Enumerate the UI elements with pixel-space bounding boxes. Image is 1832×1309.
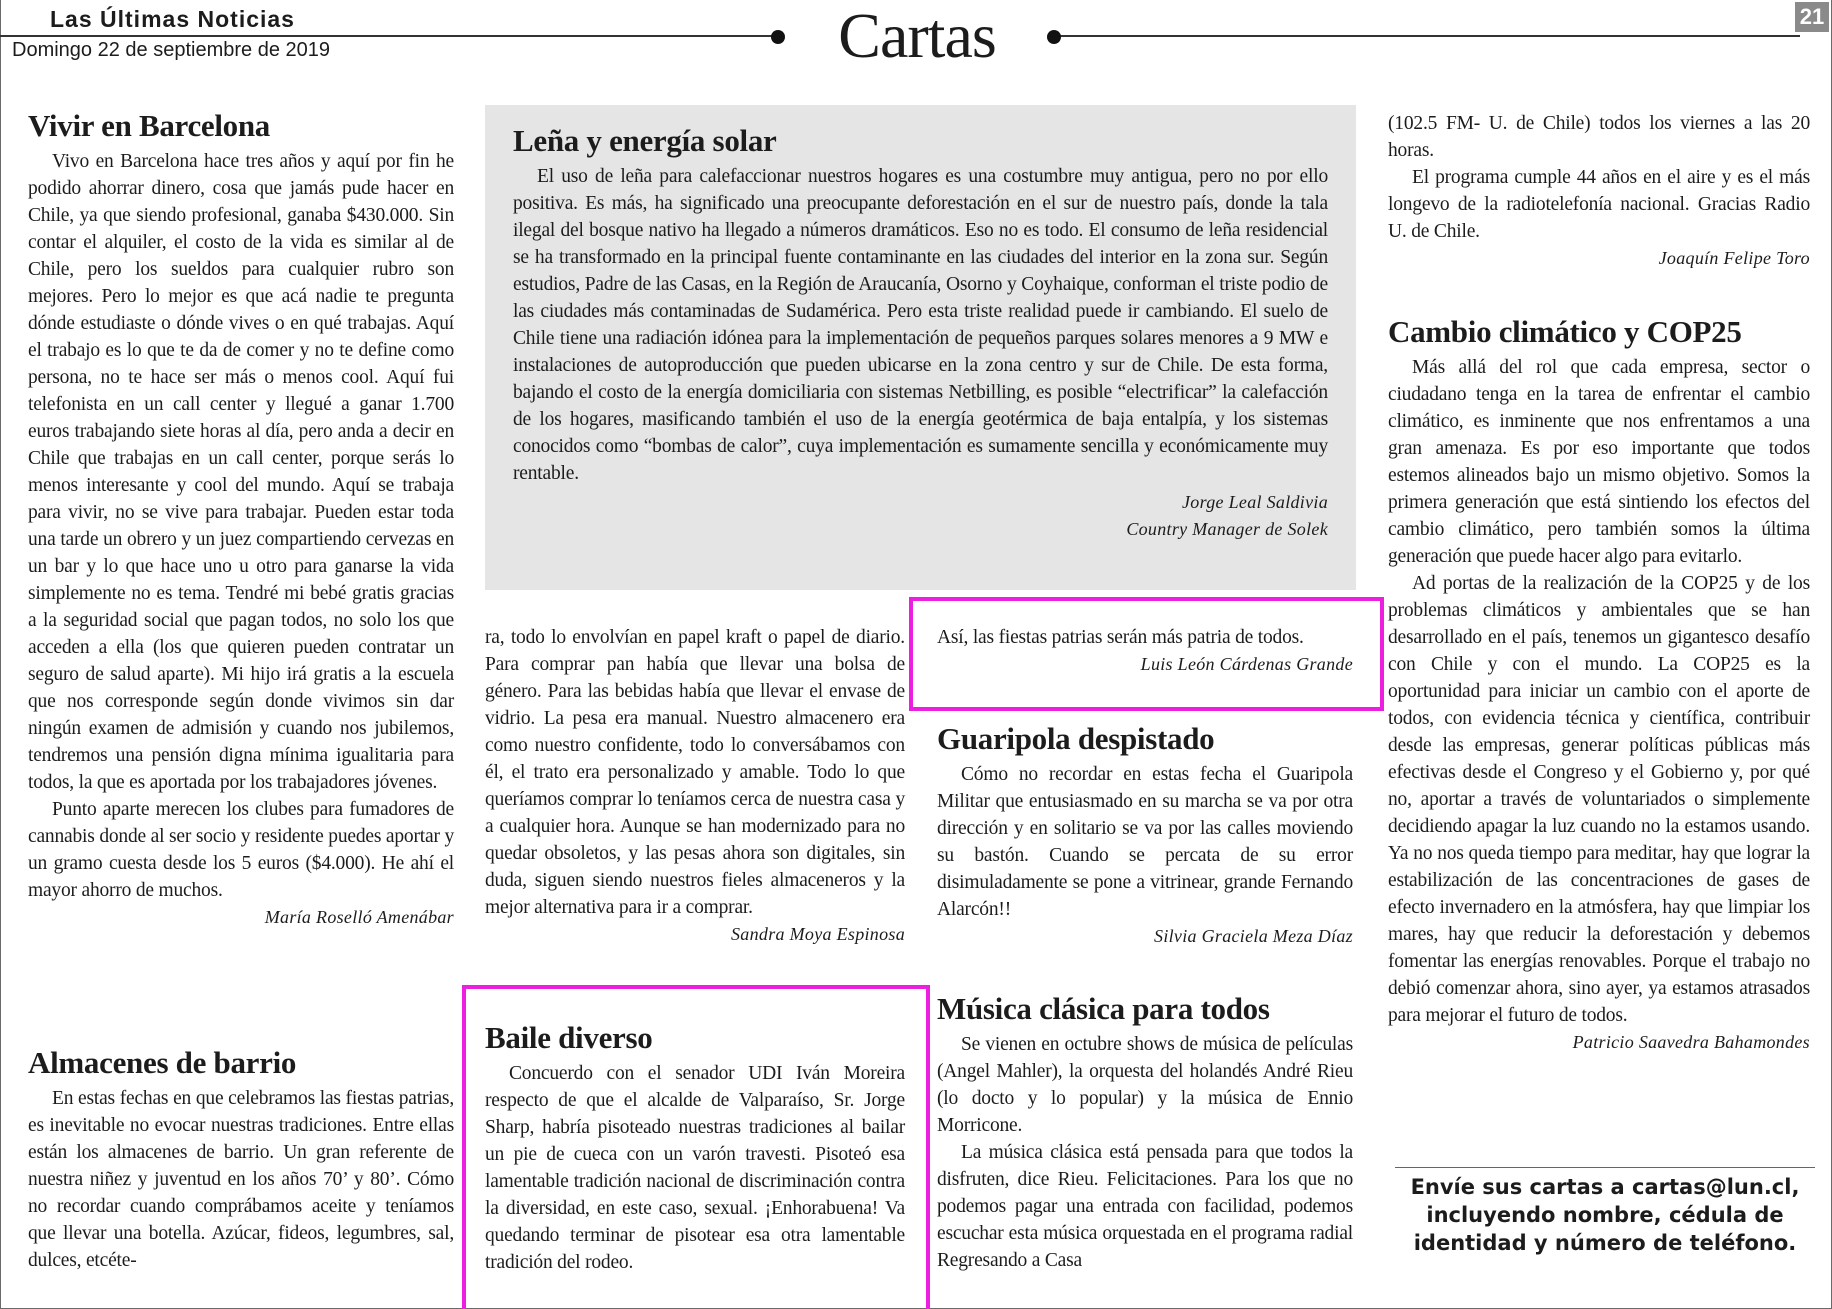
signature-lena: Jorge Leal Saldivia — [1181, 492, 1328, 512]
body-vivir — [28, 148, 454, 904]
paragraph: Así, las fiestas patrias serán más patria de todos. — [937, 627, 1304, 648]
letter-cambio — [1388, 314, 1810, 1056]
letter-almacenes-continued — [485, 624, 905, 948]
paragraph: El programa cumple 44 años en el aire y es el más longevo de la radiotelefonía nacional. Gracias Radio U. de Chile. — [1388, 167, 1810, 242]
body-cambio — [1388, 354, 1810, 1029]
issue-date: Domingo 22 de septiembre de 2019 — [12, 39, 330, 61]
letter-guaripola — [937, 721, 1353, 950]
letter-musica — [937, 991, 1353, 1274]
letter-fiestas-end — [937, 624, 1353, 678]
signature-vivir: María Roselló Amenábar — [264, 907, 454, 927]
section-title: Cartas — [838, 0, 996, 71]
cta-divider — [1395, 1167, 1815, 1168]
signature-cambio: Patricio Saavedra Bahamondes — [1572, 1032, 1810, 1052]
paragraph: (102.5 FM- U. de Chile) todos los viernes a las 20 horas. — [1388, 113, 1810, 161]
headline-baile: Baile diverso — [485, 1020, 653, 1055]
paragraph: ra, todo lo envolvían en papel kraft o papel de diario. Para comprar pan había que llevar una bolsa de género. Para las bebidas había que llevar el envase de vidrio. La pesa era manual. Nuestro almacenero era como nuestro confidente, todo lo conversábamos con él, el trato era personalizado y amable. Todo lo que queríamos comprar lo teníamos cerca de nuestra casa y a cualquier hora. Aunque se han modernizado para no quedar obsoletos, y las pesas ahora son digitales, sin duda, siguen siendo nuestros fieles almaceneros y la mejor alternativa para ir a comprar. — [485, 627, 905, 918]
paragraph: Vivo en Barcelona hace tres años y aquí por fin he podido ahorrar dinero, cosa que jamás pude hacer en Chile, ya que siendo profesional, ganaba $430.000. Sin contar el alquiler, el costo de la vida es similar al de Chile, pero los sueldos para cualquier rubro son mejores. Pero lo mejor es que acá nadie te pregunta dónde estudiaste o dónde vives o en qué trabajas. Aquí el trabajo es lo que te da de comer y no te define como persona, no te hace ser más o menos cool. Aquí fui telefonista en un call center y llegué a ganar 1.700 euros trabajando siete horas al día, pero anda a decir en Chile que trabajas en un call center, porque serás lo menos interesante y cool del mundo. Aquí se trabaja para vivir, no se vive para trabajar. Pueden estar toda una tarde un obrero y un juez compartiendo cervezas en un bar y lo que hace uno u otro para ganarse la vida simplemente no es tema. Tendré mi bebé gratis gracias a la seguridad social que pagan todos, no solo los que acceden a ella (los que quieren pueden contratar un seguro de salud aparte). Mi hijo irá gratis a la escuela que nos corresponde según donde vivimos sin dar ningún examen de admisión y cuando nos jubilemos, tendremos una pensión digna mínima igualitaria para todos, la que es aportada por los trabajadores jóvenes. — [28, 151, 454, 793]
headline-almacenes: Almacenes de barrio — [28, 1045, 297, 1080]
signature-guaripola: Silvia Graciela Meza Díaz — [1154, 926, 1353, 946]
header-rule-right — [1054, 35, 1800, 37]
paragraph: La música clásica está pensada para que todos la disfruten, dice Rieu. Felicitaciones. Para los que no podemos pagar una entrada con facilidad, podemos escuchar esta música orquestada en el programa radial Regresando a Casa — [937, 1142, 1353, 1271]
body-musica-continued — [1388, 110, 1810, 245]
headline-cambio: Cambio climático y COP25 — [1388, 314, 1742, 349]
body-baile — [485, 1060, 905, 1276]
paragraph: Concuerdo con el senador UDI Iván Moreira respecto de que el alcalde de Valparaíso, Sr. Jorge Sharp, habría pisoteado nuestras tradiciones al bailar un pie de cueca con un varón travesti. Pisoteó esa lamentable tradición nacional de discriminación contra la diversidad, en este caso, sexual. ¡Enhorabuena! Va quedando terminar de pisotear esa otra lamentable tradición del rodeo. — [485, 1063, 905, 1273]
page-number: 21 — [1795, 2, 1829, 32]
signature-musica: Joaquín Felipe Toro — [1658, 248, 1810, 268]
newspaper-name: Las Últimas Noticias — [50, 6, 295, 32]
paragraph: En estas fechas en que celebramos las fiestas patrias, es inevitable no evocar nuestras tradiciones. Entre ellas están los almacenes de barrio. Un gran referente de nuestra niñez y juventud en los años 70’ y 80’. Cómo no recordar cuando comprábamos aceite y teníamos que llevar una botella. Azúcar, fideos, legumbres, sal, dulces, etcéte- — [28, 1088, 454, 1271]
paragraph: Ad portas de la realización de la COP25 y de los problemas climáticos y ambientales que se han desarrollado en el país, tenemos un gigantesco desafío con Chile y con el mundo. La COP25 es la oportunidad para iniciar un cambio con el aporte de todos, con evidencia técnica y científica, contribuir desde las empresas, generar políticas públicas más efectivas desde el Congreso y el Gobierno y, por qué no, aportar a través de voluntariados o simplemente decidiendo apagar la luz cuando no la estamos usando. Ya no nos queda tiempo para meditar, hay que lograr la estabilización de las concentraciones de gases de efecto invernadero en la atmósfera, hay que limpiar los mares, hay que reducir la deforestación y debemos fomentar las energías renovables. Porque el trabajo no debió comenzar ahora, sino ayer, ya estamos atrasados para mejorar el futuro de todos. — [1388, 573, 1810, 1026]
paragraph: Cómo no recordar en estas fecha el Guaripola Militar que entusiasmado en su marcha se va por otra dirección y en solitario se va por las calles moviendo su bastón. Cuando se percata de su error disimuladamente se pone a vitrinear, grande Fernando Alarcón!! — [937, 764, 1353, 920]
headline-musica: Música clásica para todos — [937, 991, 1270, 1026]
body-fiestas — [937, 624, 1353, 651]
bullet-dot-right — [1047, 30, 1061, 44]
letter-musica-continued — [1388, 110, 1810, 272]
signature-almacenes: Sandra Moya Espinosa — [731, 924, 905, 944]
body-almacenes-part2 — [485, 624, 905, 921]
letter-almacenes — [28, 1045, 454, 1274]
paragraph: Punto aparte merecen los clubes para fumadores de cannabis donde al ser socio y residente puedes aportar y un gramo cuesta desde los 5 euros ($4.000). He ahí el mayor ahorro de muchos. — [28, 799, 454, 901]
submit-letters-notice: Envíe sus cartas a cartas@lun.cl, incluyendo nombre, cédula de identidad y número de teléfono. — [1410, 1175, 1800, 1255]
letter-lena — [513, 123, 1328, 543]
headline-lena: Leña y energía solar — [513, 123, 777, 158]
body-almacenes-part1 — [28, 1085, 454, 1274]
body-guaripola — [937, 761, 1353, 923]
paragraph: Más allá del rol que cada empresa, sector o ciudadano tenga en la tarea de enfrentar el cambio climático, es inminente que nos enfrentamos a una gran amenaza. Es por eso importante que todos estemos alineados bajo un mismo objetivo. Somos la primera generación que está sintiendo los efectos del cambio climático, pero también somos la última generación que puede hacer algo para evitarlo. — [1388, 357, 1810, 567]
body-musica — [937, 1031, 1353, 1274]
paragraph: Se vienen en octubre shows de música de películas (Angel Mahler), la orquesta del holandés André Rieu (lo docto y lo popular) y la música de Ennio Morricone. — [937, 1034, 1353, 1136]
signature-fiestas: Luis León Cárdenas Grande — [1140, 654, 1353, 674]
headline-guaripola: Guaripola despistado — [937, 721, 1215, 756]
letter-vivir — [28, 108, 454, 931]
body-lena — [513, 163, 1328, 487]
paragraph: El uso de leña para calefaccionar nuestros hogares es una costumbre muy antigua, pero no por ello positiva. Es más, ha significado una preocupante deforestación en el sur de nuestro país, donde la tala ilegal del bosque nativo ha llegado a números dramáticos. Eso no es todo. El consumo de leña residencial se ha transformado en la principal fuente contaminante en las ciudades del interior en la zona sur. Según estudios, Padre de las Casas, en la Región de Araucanía, Osorno y Coyhaique, conforman el triste podio de las ciudades más contaminadas de Sudamérica. Pero esta triste realidad puede ir cambiando. El suelo de Chile tiene una radiación idónea para la implementación de pequeños parques solares menores a 9 MW e instalaciones de autoproducción que pueden ubicarse en la zona centro y sur de Chile. De esta forma, bajando el costo de la energía domiciliaria con sistemas Netbilling, es posible “electrificar” la calefacción de los hogares, masificando también el uso de la energía geotérmica de baja entalpía, y los sistemas conocidos como “bombas de calor”, cuya implementación es sumamente sencilla y económicamente muy rentable. — [513, 166, 1328, 484]
signature-title-lena: Country Manager de Solek — [1126, 519, 1328, 539]
bullet-dot-left — [771, 30, 785, 44]
header-rule-left — [0, 35, 778, 37]
letter-baile — [485, 1020, 905, 1276]
headline-vivir: Vivir en Barcelona — [28, 108, 271, 143]
